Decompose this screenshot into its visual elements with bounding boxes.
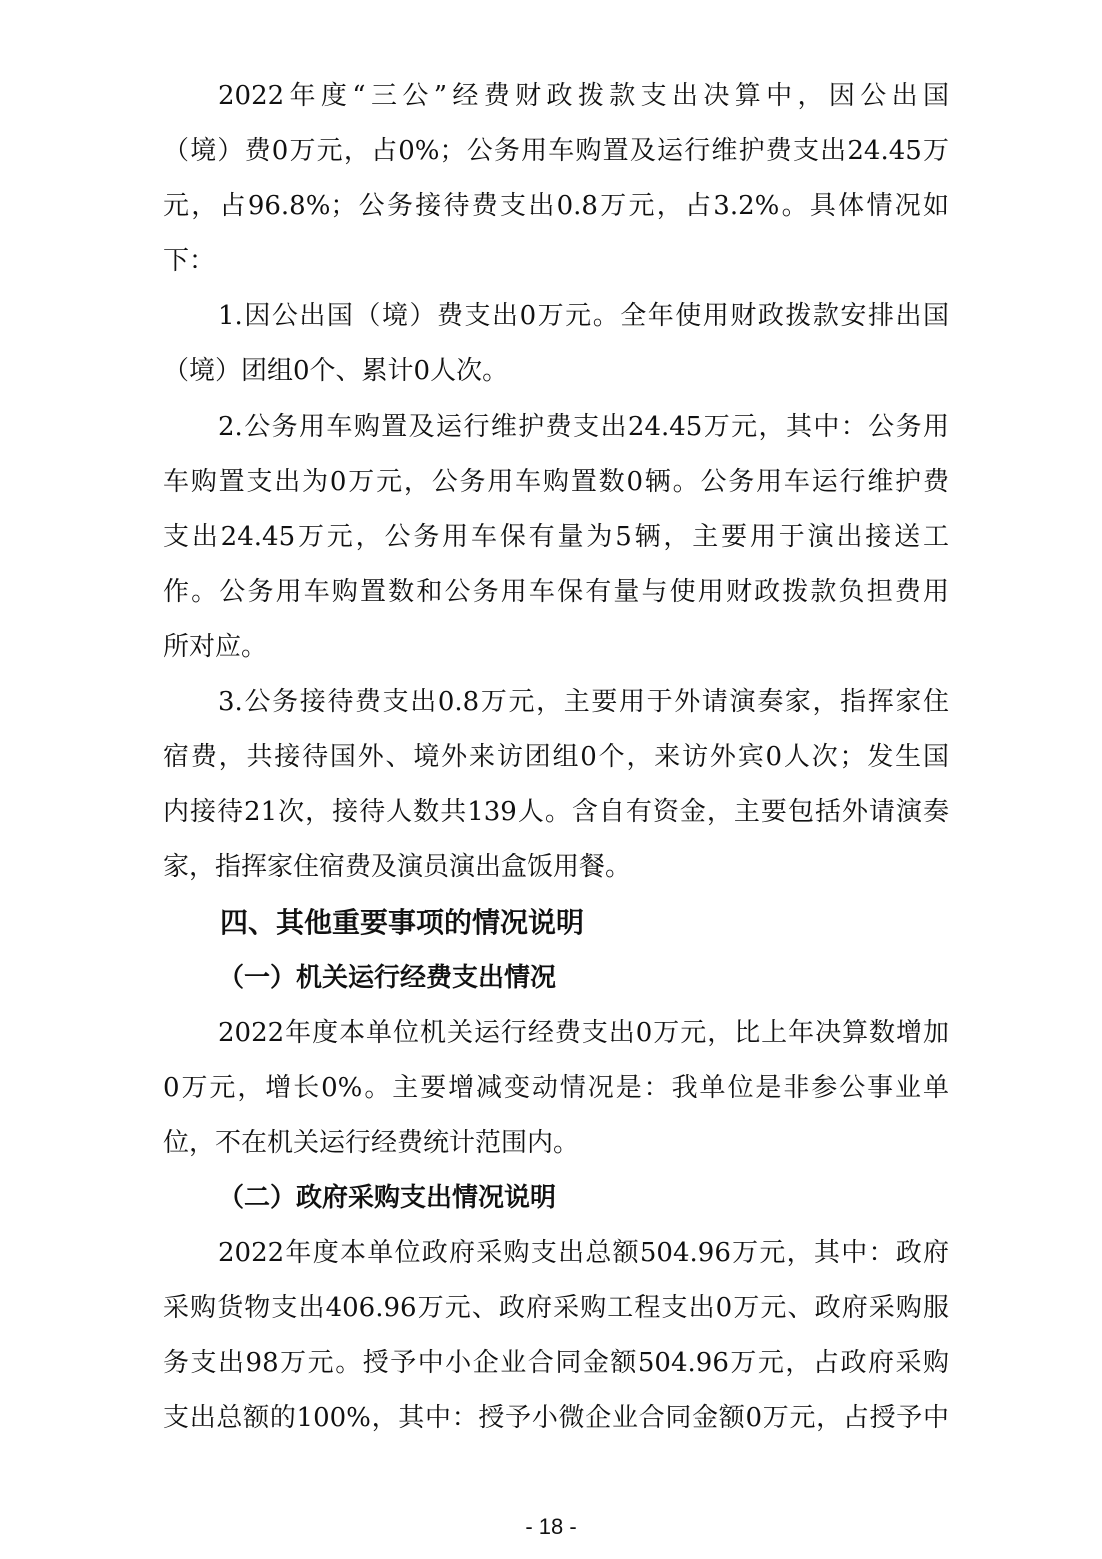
paragraph-line: 2022年度“三公”经费财政拨款支出决算中，因公出国 (218, 81, 949, 111)
paragraph-line: 3.公务接待费支出0.8万元，主要用于外请演奏家，指挥家住 (218, 687, 949, 718)
paragraph-line: 1.因公出国（境）费支出0万元。全年使用财政拨款安排出国 (218, 301, 949, 332)
paragraph (163, 675, 949, 895)
paragraph-line: 宿费，共接待国外、境外来访团组0个，来访外宾0人次；发生国 (163, 742, 949, 773)
paragraph (163, 400, 949, 675)
section-heading: 四、其他重要事项的情况说明 (220, 906, 585, 940)
paragraph-line: 车购置支出为0万元，公务用车购置数0辆。公务用车运行维护费 (163, 466, 949, 497)
paragraph (163, 289, 949, 399)
paragraph-line: 采购货物支出406.96万元、政府采购工程支出0万元、政府采购服 (163, 1293, 949, 1324)
paragraph-line: 支出24.45万元，公务用车保有量为5辆，主要用于演出接送工 (163, 521, 949, 552)
paragraph-line: 所对应。 (163, 631, 268, 662)
paragraph-line: （境）团组0个、累计0人次。 (163, 356, 509, 387)
paragraph (163, 1226, 949, 1446)
paragraph-line: 位，不在机关运行经费统计范围内。 (163, 1127, 580, 1158)
paragraph (163, 1006, 949, 1171)
paragraph-line: （境）费0万元，占0%；公务用车购置及运行维护费支出24.45万 (163, 136, 949, 167)
paragraph-line: 下： (163, 246, 216, 277)
subsection-heading: （一）机关运行经费支出情况 (218, 962, 557, 993)
subsection-heading: （二）政府采购支出情况说明 (218, 1182, 557, 1213)
paragraph-line: 务支出98万元。授予中小企业合同金额504.96万元，占政府采购 (163, 1348, 949, 1379)
paragraph-line: 作。公务用车购置数和公务用车保有量与使用财政拨款负担费用 (163, 576, 949, 607)
paragraph-line: 内接待21次，接待人数共139人。含自有资金，主要包括外请演奏 (163, 797, 949, 828)
paragraph-line: 2022年度本单位机关运行经费支出0万元，比上年决算数增加 (218, 1017, 949, 1048)
paragraph-line: 元，占96.8%；公务接待费支出0.8万元，占3.2%。具体情况如 (163, 191, 949, 222)
paragraph (163, 69, 949, 289)
paragraph-line: 2.公务用车购置及运行维护费支出24.45万元，其中：公务用 (218, 411, 949, 442)
paragraph-line: 0万元，增长0%。主要增减变动情况是：我单位是非参公事业单 (163, 1072, 949, 1103)
paragraph-line: 2022年度本单位政府采购支出总额504.96万元，其中：政府 (218, 1237, 949, 1268)
paragraph-line: 支出总额的100%，其中：授予小微企业合同金额0万元，占授予中 (163, 1403, 949, 1434)
document-page (163, 69, 949, 1446)
paragraph-line: 家，指挥家住宿费及演员演出盒饭用餐。 (163, 852, 632, 883)
page-number: - 18 - (525, 1514, 577, 1539)
